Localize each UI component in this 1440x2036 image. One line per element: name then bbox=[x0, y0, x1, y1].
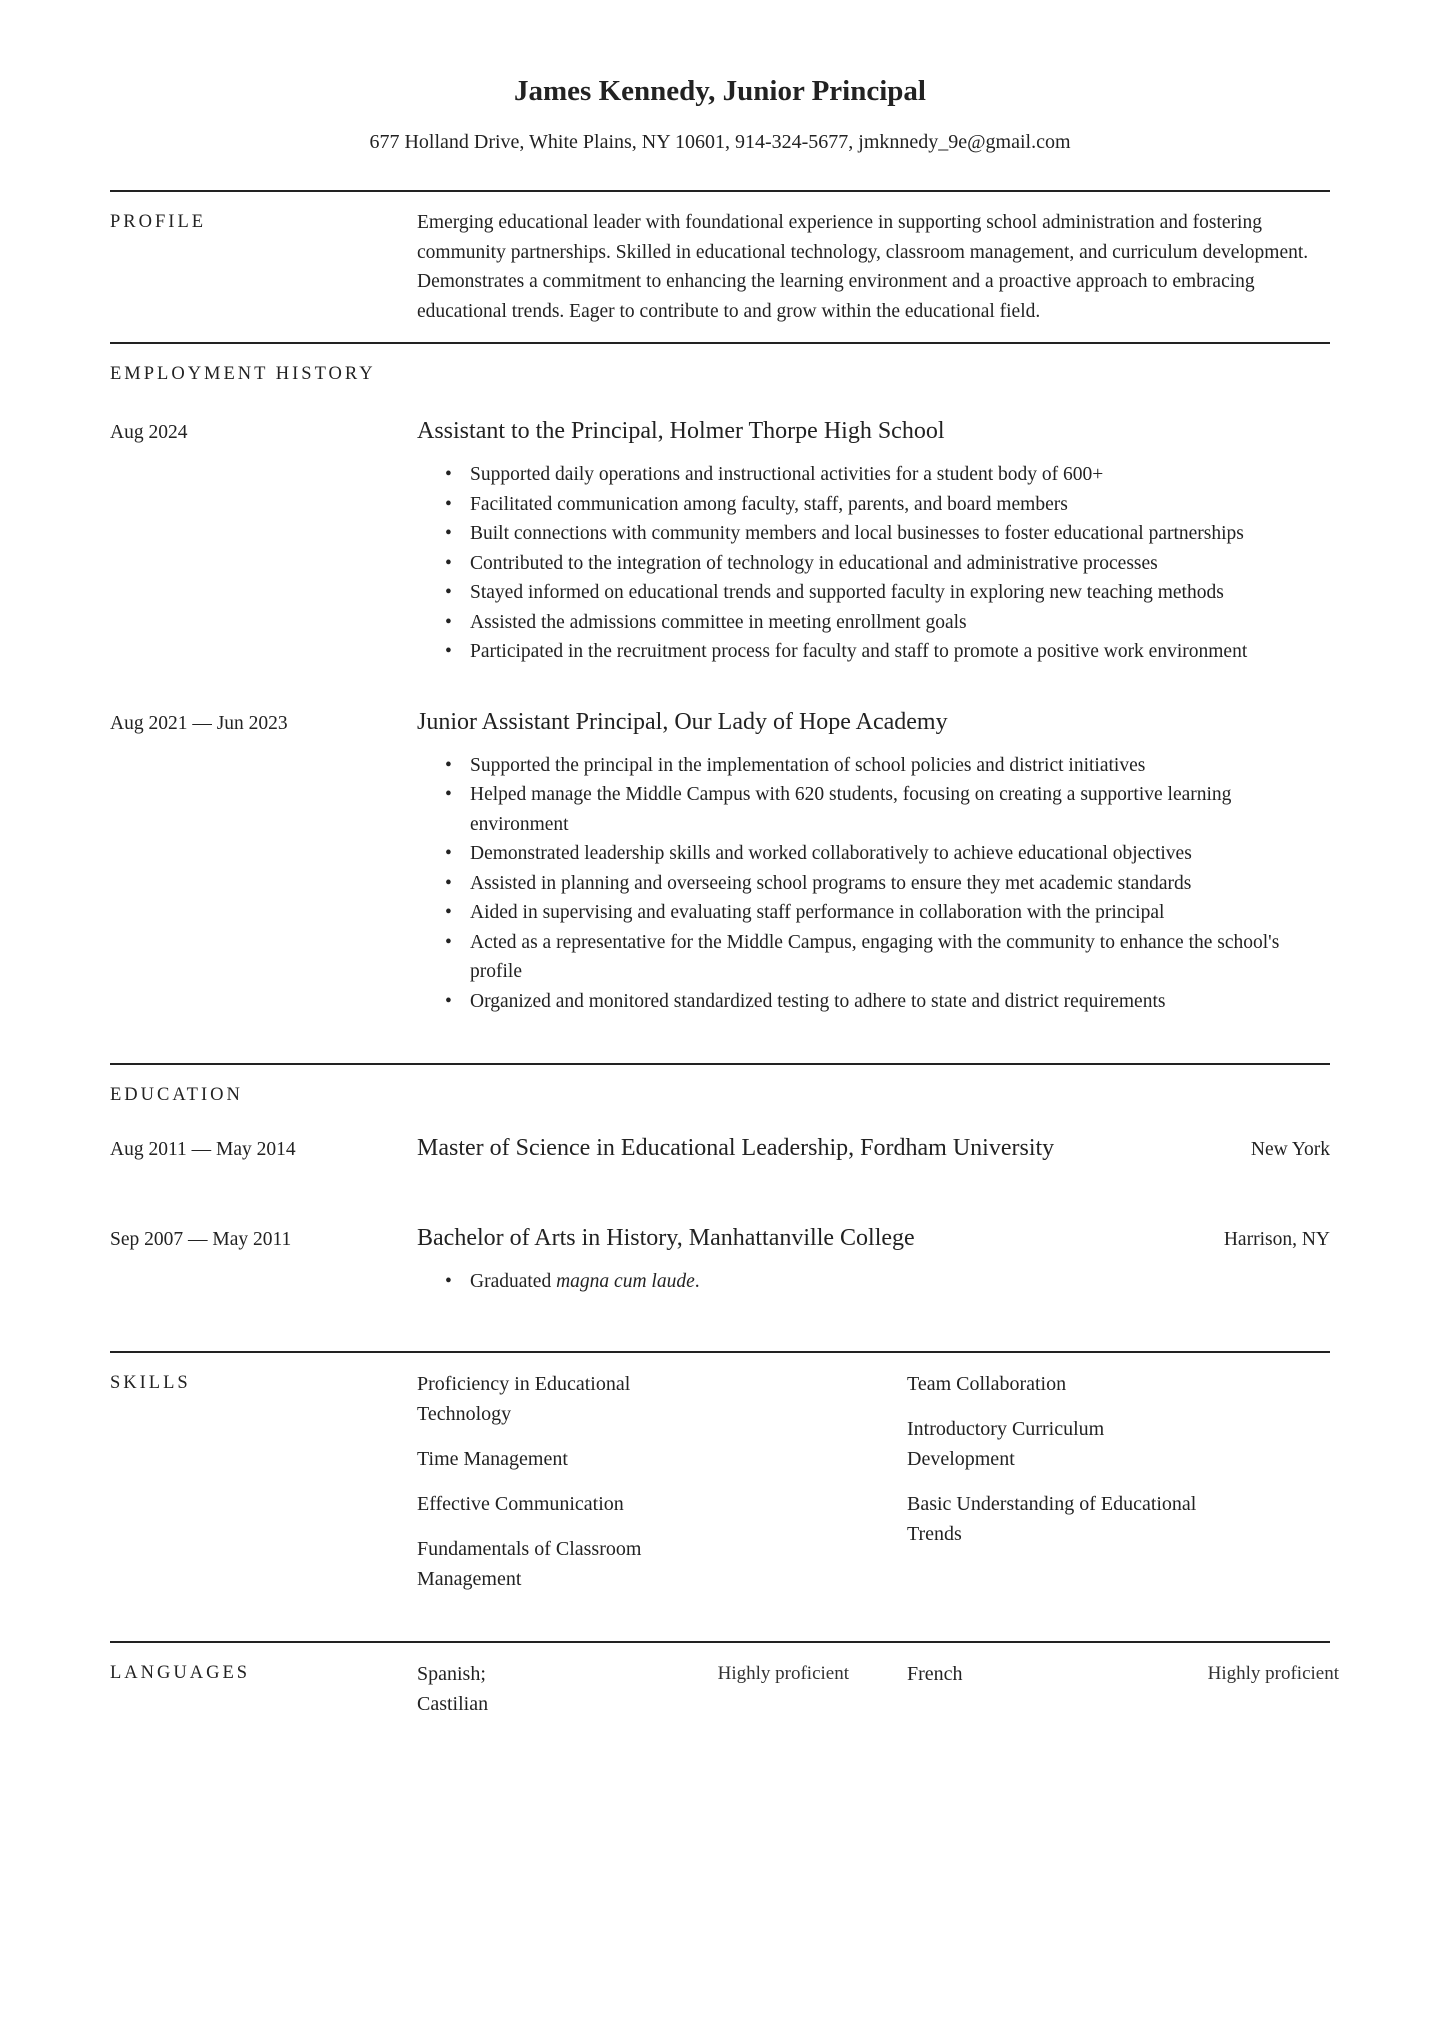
list-item bbox=[470, 1267, 1330, 1297]
language-item bbox=[417, 1659, 849, 1719]
section-label-education: EDUCATION bbox=[110, 1085, 243, 1105]
list-item: • Demonstrated leadership skills and worked collaboratively to achieve educational objectives bbox=[470, 839, 1330, 869]
list-item: • Supported daily operations and instructional activities for a student body of 600+ bbox=[470, 460, 1330, 490]
education-date: Aug 2011 — May 2014 bbox=[110, 1139, 296, 1160]
skills-section bbox=[110, 1351, 1330, 1641]
education-section bbox=[110, 1063, 1330, 1351]
job-bullets bbox=[417, 460, 1330, 667]
list-item: • Assisted in planning and overseeing school programs to ensure they met academic standards bbox=[470, 869, 1330, 899]
job-title: Assistant to the Principal, Holmer Thorpe High School bbox=[417, 418, 945, 444]
education-title: Master of Science in Educational Leadership, Fordham University bbox=[417, 1135, 1055, 1161]
education-location: New York bbox=[1250, 1139, 1330, 1160]
list-item: • Built connections with community members and local businesses to foster educational partnerships bbox=[470, 519, 1330, 549]
education-location: Harrison, NY bbox=[1223, 1229, 1330, 1250]
list-item: • Assisted the admissions committee in meeting enrollment goals bbox=[470, 608, 1330, 638]
profile-section bbox=[110, 190, 1330, 342]
list-item: • Acted as a representative for the Middle Campus, engaging with the community to enhance the school's profile bbox=[470, 928, 1330, 987]
list-item: • Organized and monitored standardized testing to adhere to state and district requirements bbox=[470, 987, 1330, 1017]
education-entry bbox=[110, 1131, 1330, 1165]
list-item: • Aided in supervising and evaluating staff performance in collaboration with the principal bbox=[470, 898, 1330, 928]
job-entry bbox=[110, 414, 1330, 667]
list-item: • Stayed informed on educational trends and supported faculty in exploring new teaching methods bbox=[470, 578, 1330, 608]
skills-column-right bbox=[907, 1369, 1339, 1641]
job-bullets bbox=[417, 751, 1330, 1017]
section-label-profile: PROFILE bbox=[110, 212, 207, 232]
language-item bbox=[907, 1659, 1339, 1719]
list-item: • Participated in the recruitment process for faculty and staff to promote a positive work environment bbox=[470, 637, 1330, 667]
education-date: Sep 2007 — May 2011 bbox=[110, 1229, 292, 1250]
languages-section bbox=[110, 1641, 1339, 1719]
skill-item: Fundamentals of Classroom Management bbox=[417, 1538, 642, 1590]
section-label-skills: SKILLS bbox=[110, 1373, 191, 1393]
education-title: Bachelor of Arts in History, Manhattanville College bbox=[417, 1225, 915, 1251]
skill-item: Introductory Curriculum Development bbox=[907, 1418, 1105, 1470]
skill-item: Basic Understanding of Educational Trends bbox=[907, 1493, 1197, 1545]
employment-section bbox=[110, 342, 1330, 1063]
contact-line: 677 Holland Drive, White Plains, NY 10601, 914-324-5677, jmknnedy_9e@gmail.com bbox=[369, 131, 1071, 153]
section-label-languages: LANGUAGES bbox=[110, 1663, 251, 1683]
skill-item: Team Collaboration bbox=[907, 1373, 1067, 1395]
language-name: Spanish; Castilian bbox=[417, 1663, 489, 1715]
job-title: Junior Assistant Principal, Our Lady of Hope Academy bbox=[417, 708, 948, 735]
note-italic: magna cum laude bbox=[556, 1271, 695, 1292]
language-name: French bbox=[907, 1663, 963, 1685]
language-level: Highly proficient bbox=[1207, 1663, 1339, 1684]
job-date: Aug 2021 — Jun 2023 bbox=[110, 712, 288, 734]
skill-item: Proficiency in Educational Technology bbox=[417, 1373, 631, 1425]
resume-name: James Kennedy, Junior Principal bbox=[514, 75, 926, 107]
education-entry bbox=[110, 1221, 1330, 1297]
list-item: • Helped manage the Middle Campus with 620 students, focusing on creating a supportive learning environment bbox=[470, 780, 1330, 839]
list-item: • Supported the principal in the implementation of school policies and district initiatives bbox=[470, 751, 1330, 781]
section-label-employment: EMPLOYMENT HISTORY bbox=[110, 364, 376, 384]
job-entry bbox=[110, 705, 1330, 1017]
skill-item: Effective Communication bbox=[417, 1493, 624, 1515]
list-item: • Facilitated communication among faculty, staff, parents, and board members bbox=[470, 490, 1330, 520]
job-date: Aug 2024 bbox=[110, 422, 188, 443]
profile-text: Emerging educational leader with foundational experience in supporting school administration and fostering community partnerships. Skilled in educational technology, classroom management, and curriculum development. Demonstrates a commitment to enhancing the learning environment and a proactive approach to embracing educational trends. Eager to contribute to and grow within the educational field. bbox=[417, 212, 1309, 322]
language-level: Highly proficient bbox=[717, 1663, 849, 1684]
skill-item: Time Management bbox=[417, 1448, 568, 1470]
education-bullets bbox=[417, 1267, 1330, 1297]
note-prefix: Graduated bbox=[470, 1271, 557, 1292]
list-item: • Contributed to the integration of technology in educational and administrative processes bbox=[470, 549, 1330, 579]
skills-column-left bbox=[417, 1369, 907, 1641]
note-suffix: . bbox=[694, 1271, 700, 1292]
